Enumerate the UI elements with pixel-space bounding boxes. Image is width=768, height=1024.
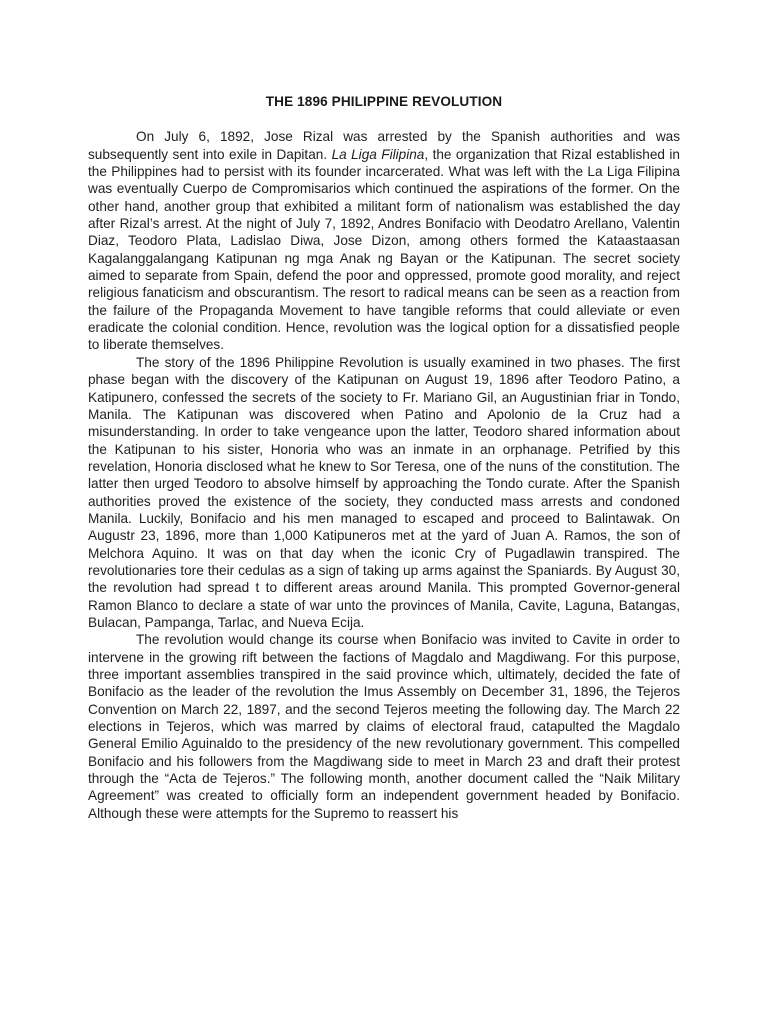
paragraph-1-text-end: , the organization that Rizal established in the Philippines had to persist with its founder incarcerated. What was left with the La Liga Filipina was eventually Cuerpo de Compromisarios which continued the aspirations of the former. On the other hand, another group that exhibited a militant form of nationalism was established the day after Rizal’s arrest. At the night of July 7, 1892, Andres Bonifacio with Deodatro Arellano, Valentin Diaz, Teodoro Plata, Ladislao Diwa, Jose Dizon, among others formed the Kataastaasan Kagalanggalangang Katipunan ng mga Anak ng Bayan or the Katipunan. The secret society aimed to separate from Spain, defend the poor and oppressed, promote good morality, and reject religious fanaticism and obscurantism. The resort to radical means can be seen as a reaction from the failure of the Propaganda Movement to have tangible reforms that could alleviate or even eradicate the colonial condition. Hence, revolution was the logical option for a dissatisfied people to liberate themselves. (88, 146, 680, 353)
la-liga-filipina-italic: La Liga Filipina (331, 146, 425, 162)
document-title: THE 1896 PHILIPPINE REVOLUTION (265, 94, 503, 109)
paragraph-2: The story of the 1896 Philippine Revolution is usually examined in two phases. The first phase began with the discovery of the Katipunan on August 19, 1896 after Teodoro Patino, a Katipunero, confessed the secrets of the society to Fr. Mariano Gil, an Augustinian friar in Tondo, Manila. The Katipunan was discovered when Patino and Apolonio de la Cruz had a misunderstanding. In order to take vengeance upon the latter, Teodoro shared information about the Katipunan to his sister, Honoria who was an inmate in an orphanage. Petrified by this revelation, Honoria disclosed what he knew to Sor Teresa, one of the nuns of the constitution. The latter then urged Teodoro to absolve himself by approaching the Tondo curate. After the Spanish authorities proved the existence of the society, they conducted mass arrests and condoned Manila. Luckily, Bonifacio and his men managed to escaped and proceed to Balintawak. On Augustr 23, 1896, more than 1,000 Katipuneros met at the yard of Juan A. Ramos, the son of Melchora Aquino. It was on that day when the iconic Cry of Pugadlawin transpired. The revolutionaries tore their cedulas as a sign of taking up arms against the Spaniards. By August 30, the revolution had spread t to different areas around Manila. This prompted Governor-general Ramon Blanco to declare a state of war unto the provinces of Manila, Cavite, Laguna, Batangas, Bulacan, Pampanga, Tarlac, and Nueva Ecija. (88, 354, 680, 630)
document-body (88, 93, 680, 822)
paragraph-1-text-start: On July 6, 1892, Jose Rizal was arrested by the Spanish authorities and was subsequently sent into exile in Dapitan. (88, 129, 680, 162)
paragraph-3: The revolution would change its course when Bonifacio was invited to Cavite in order to intervene in the growing rift between the factions of Magdalo and Magdiwang. For this purpose, three important assemblies transpired in the said province which, ultimately, decided the fate of Bonifacio as the leader of the revolution the Imus Assembly on December 31, 1896, the Tejeros Convention on March 22, 1897, and the second Tejeros meeting the following day. The March 22 elections in Tejeros, which was marred by claims of electoral fraud, catapulted the Magdalo General Emilio Aguinaldo to the presidency of the new revolutionary government. This compelled Bonifacio and his followers from the Magdiwang side to meet in March 23 and draft their protest through the “Acta de Tejeros.” The following month, another document called the “Naik Military Agreement” was created to officially form an independent government headed by Bonifacio. Although these were attempts for the Supremo to reassert his (88, 632, 680, 821)
paragraph-1 (88, 128, 680, 353)
